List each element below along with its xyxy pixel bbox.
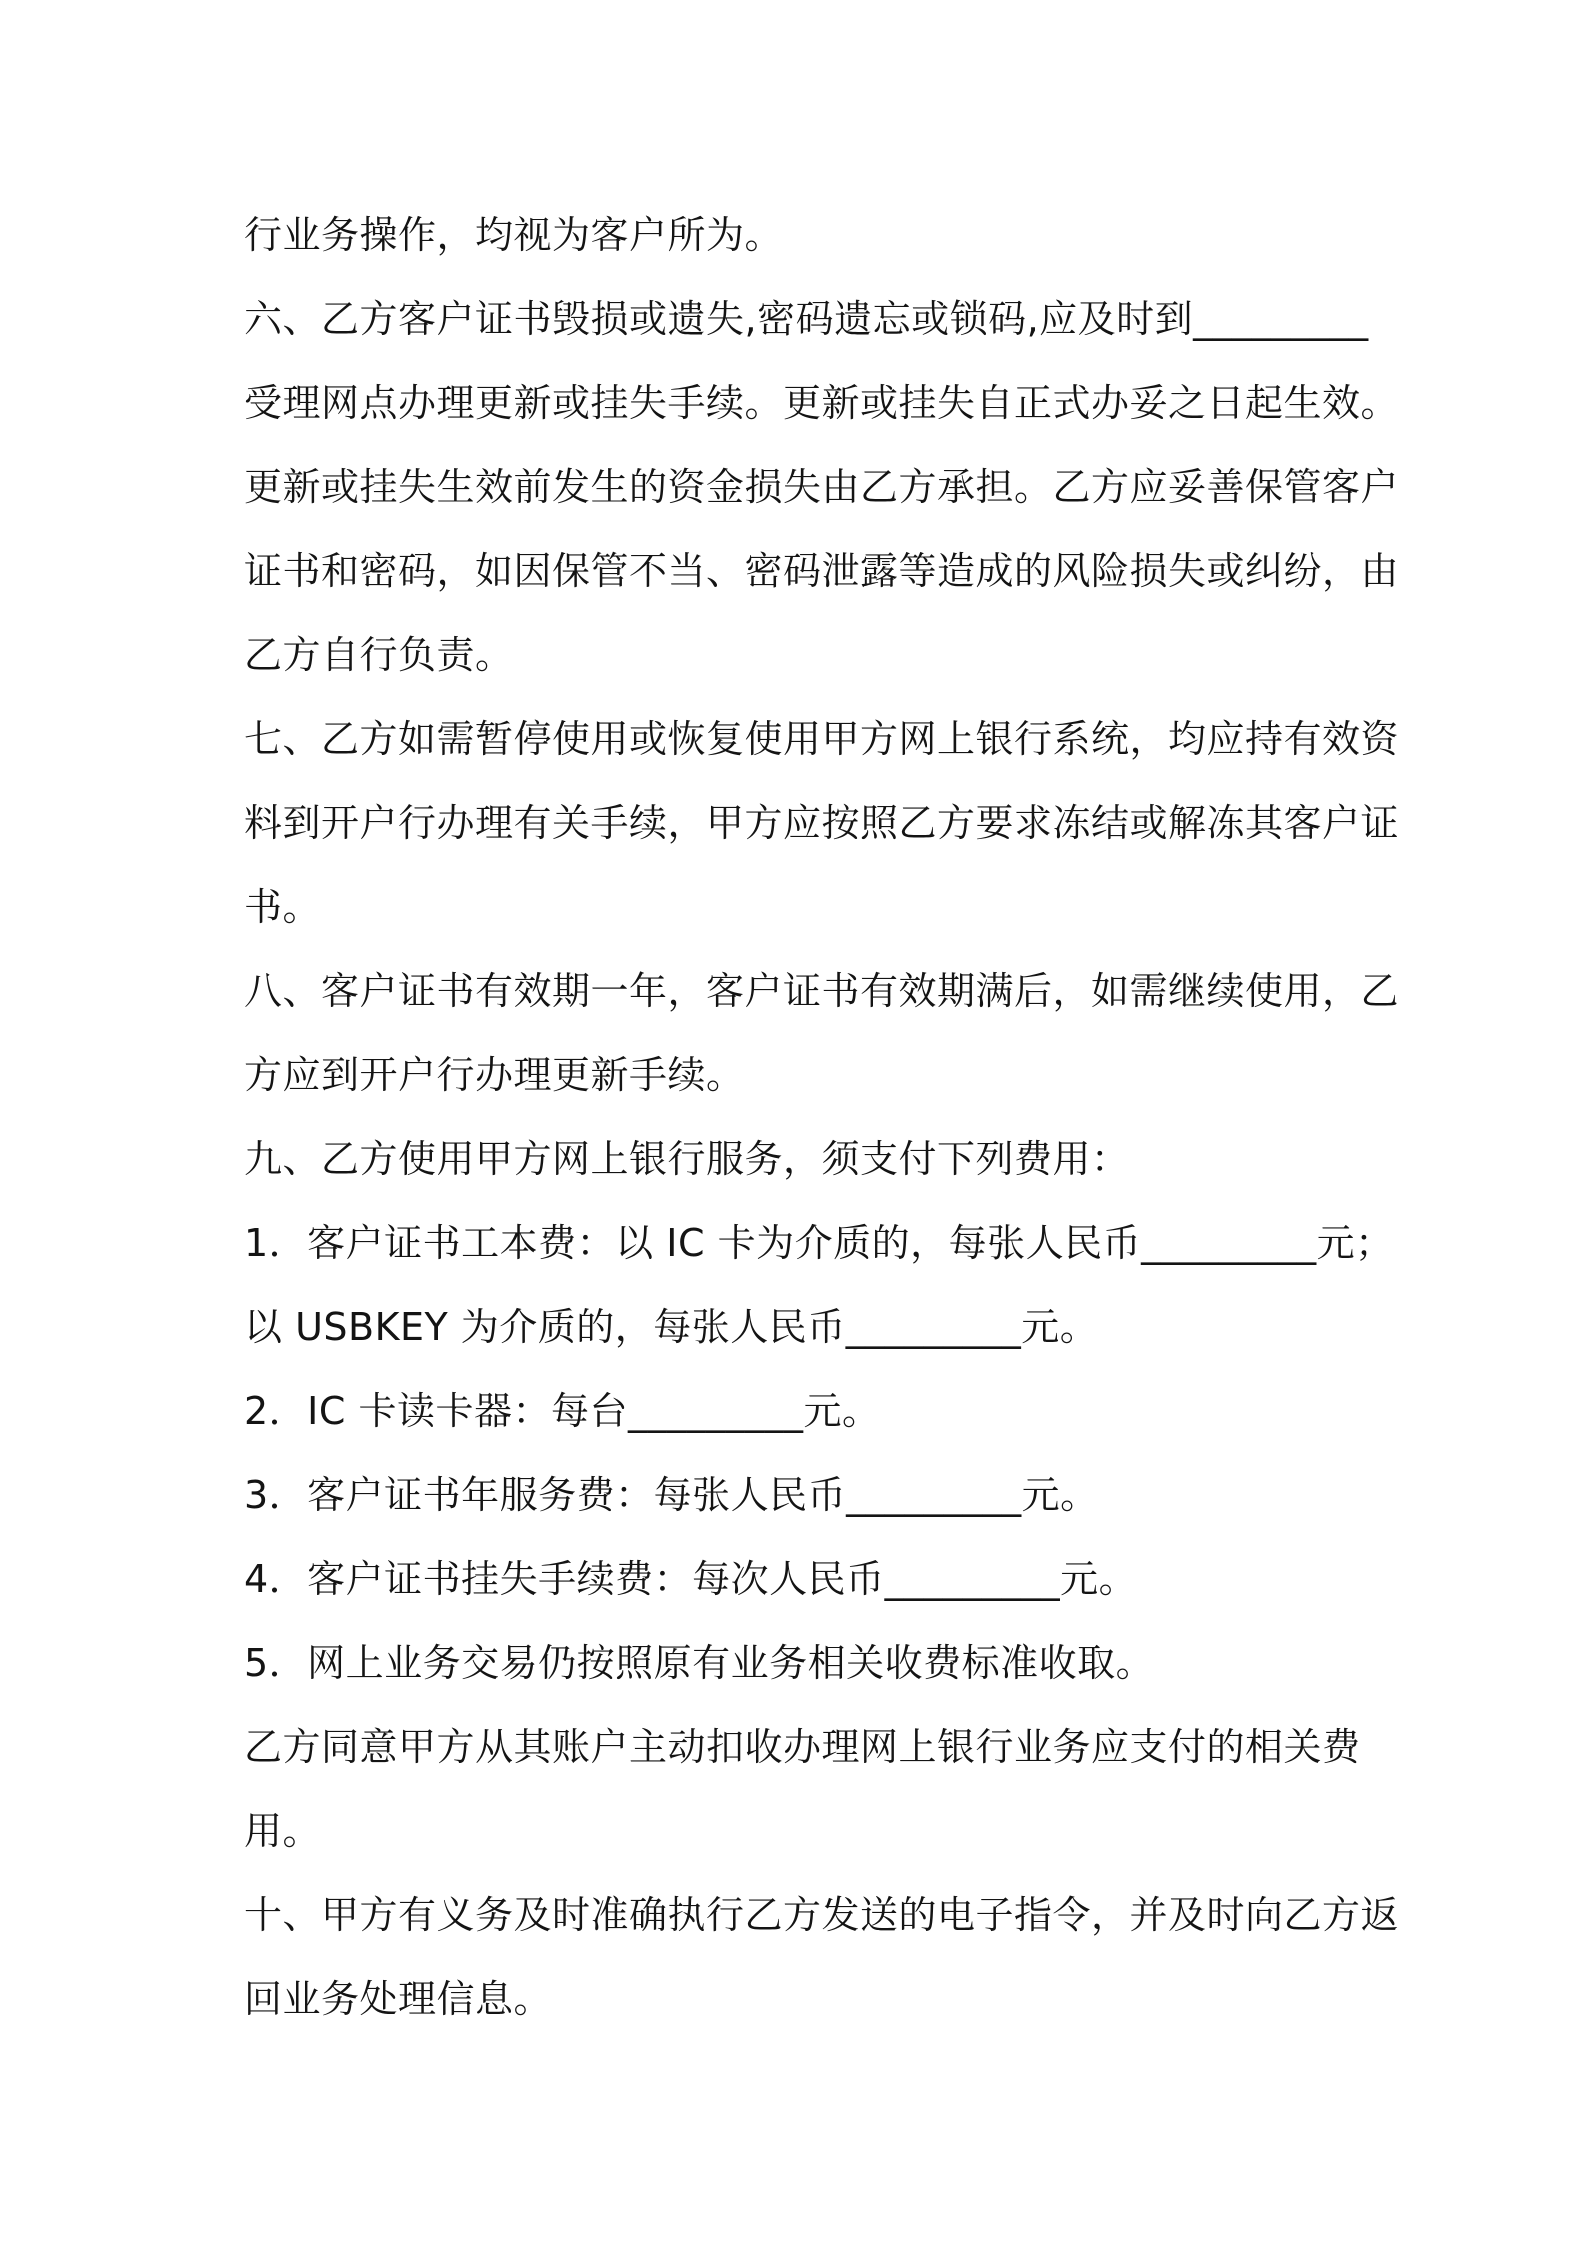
text-line: 方应到开户行办理更新手续。 bbox=[244, 1053, 745, 1097]
text-line: 用。 bbox=[244, 1809, 322, 1853]
text-line: 2．IC 卡读卡器：每台_________元。 bbox=[244, 1389, 881, 1433]
text-line: 受理网点办理更新或挂失手续。更新或挂失自正式办妥之日起生效。 bbox=[244, 381, 1400, 425]
text-line: 九、乙方使用甲方网上银行服务，须支付下列费用： bbox=[244, 1137, 1130, 1181]
text-line: 行业务操作，均视为客户所为。 bbox=[244, 213, 784, 257]
text-line: 以 USBKEY 为介质的，每张人民币_________元。 bbox=[244, 1305, 1099, 1349]
text-line: 4．客户证书挂失手续费：每次人民币_________元。 bbox=[244, 1557, 1138, 1601]
document-body bbox=[244, 193, 1400, 2041]
text-line: 乙方同意甲方从其账户主动扣收办理网上银行业务应支付的相关费 bbox=[244, 1725, 1361, 1769]
text-line: 3．客户证书年服务费：每张人民币_________元。 bbox=[244, 1473, 1099, 1517]
text-line: 乙方自行负责。 bbox=[244, 633, 514, 677]
text-line: 六、乙方客户证书毁损或遗失,密码遗忘或锁码,应及时到_________ bbox=[244, 297, 1369, 341]
text-line: 书。 bbox=[244, 885, 322, 929]
text-line: 证书和密码，如因保管不当、密码泄露等造成的风险损失或纠纷，由 bbox=[244, 549, 1400, 593]
text-line: 5．网上业务交易仍按照原有业务相关收费标准收取。 bbox=[244, 1641, 1155, 1685]
text-line: 1．客户证书工本费：以 IC 卡为介质的，每张人民币_________元； bbox=[244, 1221, 1394, 1265]
text-line: 更新或挂失生效前发生的资金损失由乙方承担。乙方应妥善保管客户 bbox=[244, 465, 1400, 509]
text-line: 七、乙方如需暂停使用或恢复使用甲方网上银行系统，均应持有效资 bbox=[244, 717, 1400, 761]
text-line: 八、客户证书有效期一年，客户证书有效期满后，如需继续使用，乙 bbox=[244, 969, 1400, 1013]
text-line: 料到开户行办理有关手续，甲方应按照乙方要求冻结或解冻其客户证 bbox=[244, 801, 1400, 845]
text-line: 十、甲方有义务及时准确执行乙方发送的电子指令，并及时向乙方返 bbox=[244, 1893, 1400, 1937]
text-line: 回业务处理信息。 bbox=[244, 1977, 553, 2021]
